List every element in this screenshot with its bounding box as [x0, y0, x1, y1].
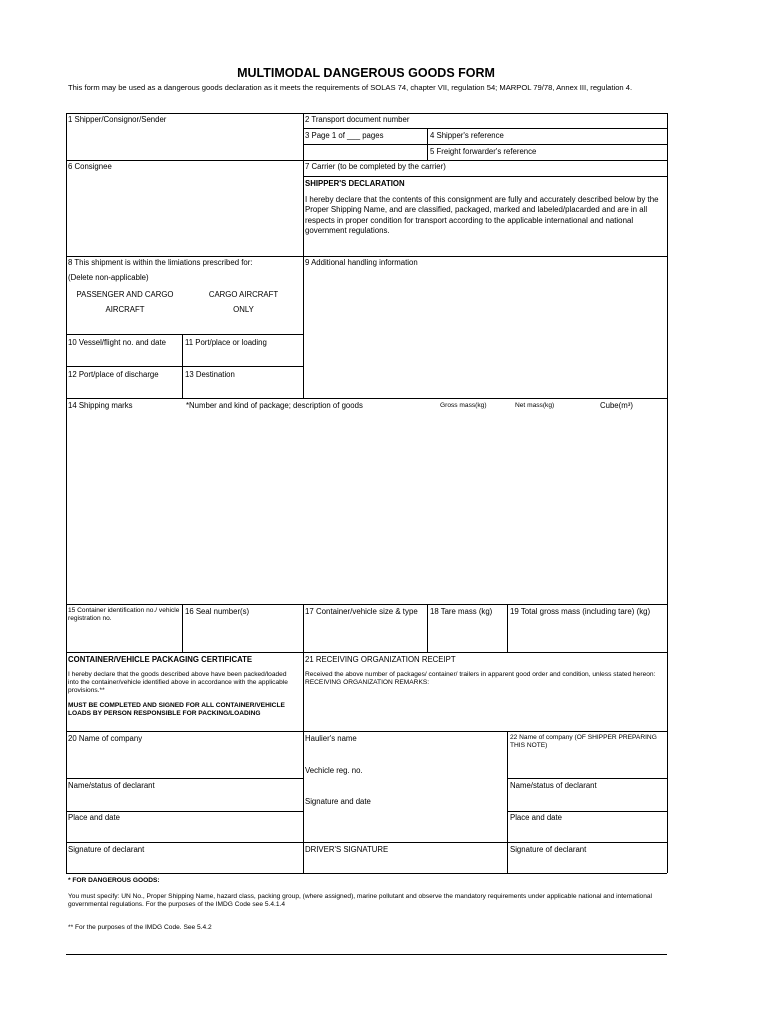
port-discharge-label: 12 Port/place of discharge — [68, 370, 159, 379]
container-size-label: 17 Container/vehicle size & type — [305, 607, 418, 616]
handling-information-label: 9 Additional handling information — [305, 258, 418, 267]
passenger-cargo-option[interactable]: PASSENGER AND CARGO — [76, 290, 174, 299]
form-intro: This form may be used as a dangerous goods declaration as it meets the requirements of SOLAS 74, chapter VII, regulation 54; MARPOL 79/78, Annex III, regulation 4. — [68, 83, 633, 92]
dangerous-goods-note-heading: * FOR DANGEROUS GOODS: — [68, 877, 160, 884]
shippers-declaration-heading: SHIPPER'S DECLARATION — [305, 179, 405, 188]
seal-numbers-label: 16 Seal number(s) — [185, 607, 250, 616]
total-gross-mass-label: 19 Total gross mass (including tare) (kg) — [510, 607, 651, 616]
dangerous-goods-note-text: You must specify: UN No., Proper Shipping Name, hazard class, packing group, (where assigned), marine pollutant and observe the mandatory requirements under applicable national and international governmental regulations. For the purposes of the IMDG Code see 5.4.1.4 — [68, 893, 653, 908]
passenger-cargo-option-aircraft: AIRCRAFT — [105, 305, 145, 314]
place-date-label-right: Place and date — [510, 813, 563, 822]
package-description-label: *Number and kind of package; description of goods — [186, 401, 363, 410]
hauliers-name-label: Haulier's name — [305, 734, 357, 743]
container-certificate-text: I hereby declare that the goods described above have been packed/loaded into the container/vehicle identified above in accordance with the applicable provisions.** — [68, 671, 288, 694]
declarant-signature-label: Signature of declarant — [68, 845, 145, 854]
container-identification-label: 15 Container identification no./ vehicle registration no. — [68, 607, 180, 622]
imdg-code-note: ** For the purposes of the IMDG Code. See 5.4.2 — [68, 924, 212, 931]
cube-label: Cube(m³) — [600, 401, 633, 410]
company-name-label: 20 Name of company — [68, 734, 143, 743]
page-count-label: 3 Page 1 of ___ pages — [305, 131, 384, 140]
drivers-signature-label: DRIVER'S SIGNATURE — [305, 845, 389, 854]
consignee-label: 6 Consignee — [68, 162, 112, 171]
container-certificate-requirement: MUST BE COMPLETED AND SIGNED FOR ALL CONTAINER/VEHICLE LOADS BY PERSON RESPONSIBLE FOR PACKING/LOADING — [68, 702, 285, 717]
freight-forwarder-reference-label: 5 Freight forwarder's reference — [430, 147, 537, 156]
form-title: MULTIMODAL DANGEROUS GOODS FORM — [237, 66, 495, 80]
carrier-label: 7 Carrier (to be completed by the carrier) — [305, 162, 446, 171]
place-date-label: Place and date — [68, 813, 121, 822]
shippers-reference-label: 4 Shipper's reference — [430, 131, 504, 140]
shipper-label: 1 Shipper/Consignor/Sender — [68, 115, 167, 124]
shipping-marks-label: 14 Shipping marks — [68, 401, 133, 410]
cargo-aircraft-option[interactable]: CARGO AIRCRAFT — [208, 290, 279, 299]
declarant-name-status-label-right: Name/status of declarant — [510, 781, 597, 790]
shipper-company-name-label: 22 Name of company (OF SHIPPER PREPARING THIS NOTE) — [510, 734, 657, 749]
cargo-aircraft-option-only: ONLY — [233, 305, 254, 314]
port-loading-label: 11 Port/place or loading — [185, 338, 267, 347]
delete-non-applicable-note: (Delete non-applicable) — [68, 273, 149, 282]
destination-label: 13 Destination — [185, 370, 235, 379]
shippers-declaration-text: I hereby declare that the contents of this consignment are fully and accurately described below by the Proper Shipping Name, and are classified, packaged, marked and labeled/placarded and are in all respects in proper condition for transport according to the applicable international and national government regulations. — [305, 195, 659, 235]
vessel-flight-label: 10 Vessel/flight no. and date — [68, 338, 166, 347]
shipment-limitations-label: 8 This shipment is within the limiations prescribed for: — [68, 258, 253, 267]
declarant-signature-label-right: Signature of declarant — [510, 845, 587, 854]
net-mass-label: Net mass(kg) — [515, 402, 555, 409]
tare-mass-label: 18 Tare mass (kg) — [430, 607, 493, 616]
signature-date-label: Signature and date — [305, 797, 371, 806]
vehicle-registration-label: Vechicle reg. no. — [305, 766, 363, 775]
receiving-receipt-text: Received the above number of packages/ container/ trailers in apparent good order and condition, unless stated hereon: RECEIVING ORGANIZATION REMARKS: — [305, 671, 656, 686]
transport-document-label: 2 Transport document number — [305, 115, 410, 124]
declarant-name-status-label: Name/status of declarant — [68, 781, 155, 790]
receiving-receipt-heading: 21 RECEIVING ORGANIZATION RECEIPT — [305, 655, 456, 664]
container-certificate-heading: CONTAINER/VEHICLE PACKAGING CERTIFICATE — [68, 655, 253, 664]
gross-mass-label: Gross mass(kg) — [440, 402, 487, 409]
